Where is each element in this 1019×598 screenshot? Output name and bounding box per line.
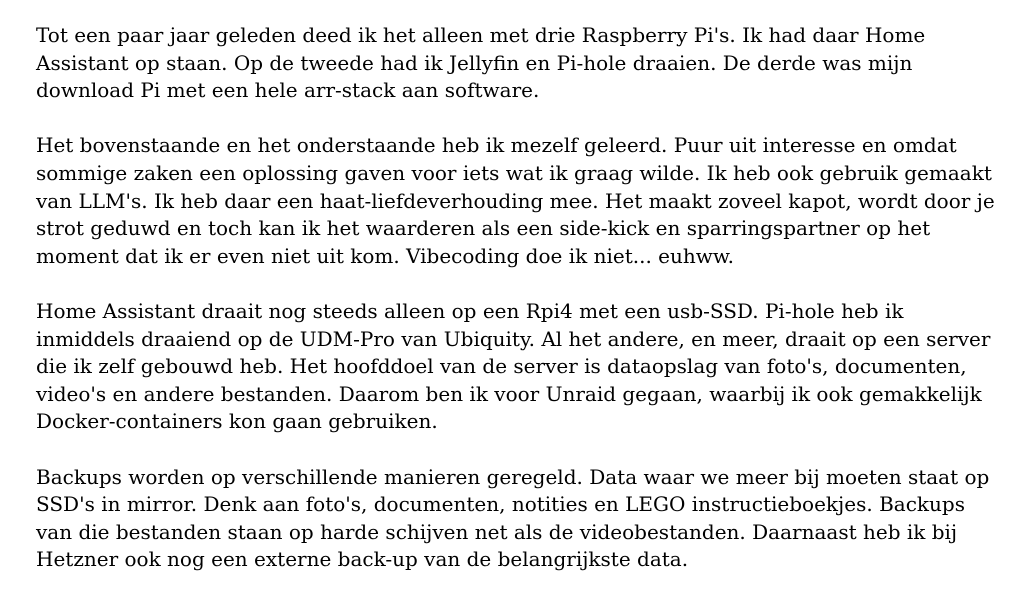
paragraph-backups: Backups worden op verschillende manieren geregeld. Data waar we meer bij moeten staat op SSD's in mirror. Denk aan foto's, documenten, notities en LEGO instructieboekjes. Backups van die bestanden staan op harde schijven net als de videobestanden. Daarnaast heb ik bij Hetzner ook nog een externe back-up van de belangrijkste data.: [36, 464, 990, 572]
paragraph-intro-raspberry-pis: Tot een paar jaar geleden deed ik het alleen met drie Raspberry Pi's. Ik had daar Home Assistant op staan. Op de tweede had ik Jellyfin en Pi-hole draaien. De derde was mijn download Pi met een hele arr-stack aan software.: [36, 23, 926, 103]
paragraph-self-taught-llms: Het bovenstaande en het onderstaande heb ik mezelf geleerd. Puur uit interesse en omdat sommige zaken een oplossing gaven voor iets wat ik graag wilde. Ik heb ook gebruik gemaakt van LLM's. Ik heb daar een haat-liefdeverhouding mee. Het maakt zoveel kapot, wordt door je strot geduwd en toch kan ik het waarderen als een side-kick en sparringspartner op het moment dat ik er even niet uit kom. Vibecoding doe ik niet... euhww.: [36, 133, 995, 268]
paragraph-current-setup-unraid: Home Assistant draait nog steeds alleen op een Rpi4 met een usb-SSD. Pi-hole heb ik inmiddels draaiend op de UDM-Pro van Ubiquity. Al het andere, en meer, draait op een server die ik zelf gebouwd heb. Het hoofddoel van de server is dataopslag van foto's, documenten, video's en andere bestanden. Daarom ben ik voor Unraid gegaan, waarbij ik ook gemakkelijk Docker-containers kon gaan gebruiken.: [36, 298, 991, 434]
